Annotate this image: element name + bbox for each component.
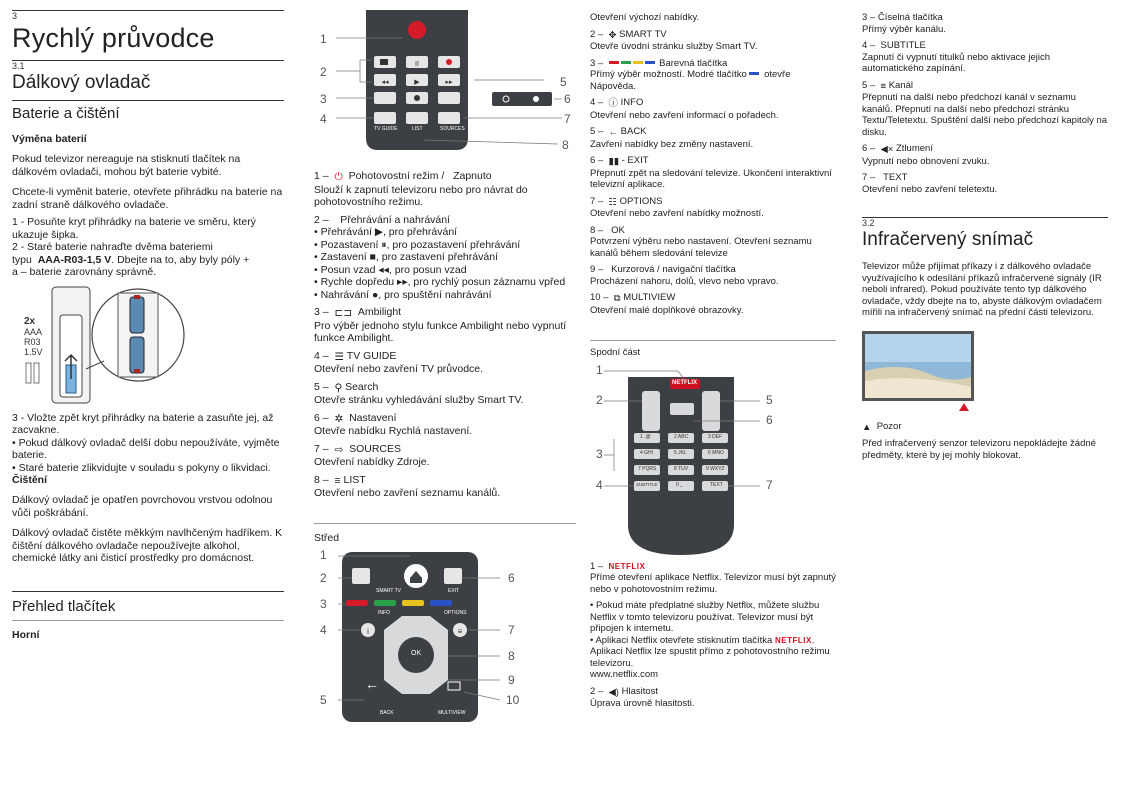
- item-6-desc: Otevře nabídku Rychlá nastavení.: [314, 425, 473, 437]
- top-callout-4: 4: [320, 112, 327, 126]
- key-7-title: 7 – TEXT: [862, 172, 908, 183]
- battery-heading: Výměna baterií: [12, 133, 87, 145]
- svg-text:≡: ≡: [457, 626, 463, 636]
- entry-9-desc: Procházení nahoru, dolů, vlevo nebo vpravo.: [590, 275, 779, 287]
- key-text: TEXT: [710, 481, 723, 488]
- tv-guide-icon: ☰: [334, 350, 344, 363]
- smart-tv-icon: ✥: [608, 29, 617, 41]
- info-icon: ⓘ: [608, 98, 619, 109]
- mid-label-exit: EXIT: [448, 587, 460, 594]
- channel-icon: ≡: [880, 80, 887, 92]
- key-9: 9 WXYZ: [706, 465, 725, 472]
- cleaning-paragraph-1: Dálkový ovladač je opatřen povrchovou vrstvou odolnou vůči poškrábání.: [12, 494, 273, 519]
- bot-callout-4: 4: [596, 477, 603, 492]
- red-key-icon: [609, 61, 619, 64]
- key-6: 6 MNO: [708, 449, 724, 456]
- battery-count: 2x: [24, 315, 36, 327]
- entry-6-desc: Přepnutí zpět na sledování televize. Ukončení interaktivní televizní aplikace.: [590, 167, 832, 190]
- item-2-line-3: • Zastavení ■, pro zastavení přehrávání: [314, 251, 498, 263]
- item-4-title: 4 – ☰ TV GUIDE: [314, 349, 397, 363]
- column-4: [862, 0, 1108, 461]
- key-5-title: 5 – ≡ Kanál: [862, 79, 913, 92]
- netflix-title: 1 – NETFLIX: [590, 560, 646, 572]
- item-7-desc: Otevření nabídky Zdroje.: [314, 456, 430, 468]
- cleaning-paragraph-2: Dálkový ovladač čistěte měkkým navlhčeným hadříkem. K čištění dálkového ovladače nepoužívejte alkohol, chemické látky ani čisticí prostředky pro domácnost.: [12, 527, 283, 564]
- mid-label-options: OPTIONS: [444, 609, 467, 616]
- bottom-rule: [590, 340, 836, 341]
- middle-remote-diagram: [314, 547, 576, 722]
- item-5-title: 5 – ⚲ Search: [314, 380, 379, 394]
- key-2: 2 ABC: [674, 433, 689, 440]
- mid-label-back: BACK: [380, 709, 394, 716]
- blue-key-icon: [645, 61, 655, 64]
- key-8: 8 TUV: [674, 465, 689, 472]
- mid-callout-8: 8: [508, 648, 515, 663]
- battery-paragraph-1: Pokud televizor nereaguje na stisknutí tlačítek na dálkovém ovladači, mohou být baterie vybité.: [12, 153, 241, 178]
- svg-text:i: i: [367, 626, 369, 636]
- item-4-desc: Otevření nebo zavření TV průvodce.: [314, 363, 484, 375]
- top-callout-3: 3: [320, 92, 327, 106]
- warning-desc: Před infračervený senzor televizoru nepokládejte žádné předměty, které by jej mohly blokovat.: [862, 438, 1096, 461]
- top-heading: Horní: [12, 628, 40, 641]
- tv-illustration: [862, 331, 974, 411]
- mid-callout-1: 1: [320, 547, 327, 562]
- yellow-key-icon: [633, 61, 643, 64]
- entry-3-title: 3 – Barevná tlačítka: [590, 57, 728, 69]
- tv-guide-key-label: TV GUIDE: [374, 126, 398, 132]
- key-6-title: 6 – ◀× Ztlumení: [862, 143, 933, 155]
- subsection-title: Baterie a čištění: [12, 105, 120, 122]
- mid-label-ok: OK: [411, 649, 422, 657]
- svg-text:II: II: [415, 61, 419, 68]
- column-1: [12, 0, 284, 641]
- top-callout-5: 5: [560, 75, 567, 89]
- blue-key-inline-icon: [749, 72, 759, 75]
- item-6-title: 6 – ✲ Nastavení: [314, 411, 397, 425]
- battery-illustration: [12, 285, 284, 407]
- key-0: 0 ⎵: [676, 481, 683, 488]
- key-subtitle: SUBTITLE: [636, 481, 658, 487]
- chapter-title: Rychlý průvodce: [12, 23, 215, 53]
- top-callout-2: 2: [320, 65, 327, 79]
- entry-2-desc: Otevře úvodní stránku služby Smart TV.: [590, 41, 758, 52]
- middle-remote-svg: [314, 552, 576, 722]
- gear-icon: ✲: [334, 412, 344, 425]
- key-1: 1 .@: [640, 433, 651, 440]
- subsection-rule: [12, 100, 284, 101]
- overview-title: Přehled tlačítek: [12, 597, 116, 615]
- overview-subrule: [12, 620, 284, 621]
- entry-7-desc: Otevření nebo zavření nabídky možností.: [590, 208, 764, 219]
- battery-voltage: 1.5V: [24, 346, 43, 357]
- bottom-remote-svg: [590, 362, 836, 561]
- list-icon: ≡: [334, 474, 341, 487]
- key-4: 4 GHI: [640, 449, 654, 456]
- top-remote-diagram: [314, 10, 576, 170]
- warning-title: ▲ Pozor: [862, 420, 902, 433]
- netflix-bullet-2: • Aplikaci Netflix otevřete stisknutím tlačítka NETFLIX. Aplikaci Netflix lze spustit přímo z pohotovostního režimu televizoru.: [590, 634, 830, 669]
- item-2-line-4: • Posun vzad ◂◂, pro posun vzad: [314, 263, 467, 276]
- middle-heading: Střed: [314, 531, 340, 544]
- ir-description: Televizor může přijímat příkazy i z dálkového ovladače využívajícího k odesílání příkazů infračervené signály (IR neboli infrared). Pokud používáte tento typ dálkového ovladače, vždy dbejte na to, abyste dálkovým ovladačem mířili na infračervený snímač na přední části televizoru.: [862, 261, 1102, 318]
- mid-callout-4: 4: [320, 622, 327, 637]
- bottom-heading: Spodní část: [590, 347, 641, 358]
- netflix-inline-logo: NETFLIX: [774, 635, 812, 645]
- netflix-bullet-1: • Pokud máte předplatné služby Netflix, můžete službu Netflix v tomto televizoru používat. Televizor musí být připojen k internetu.: [590, 600, 820, 634]
- entry-5-title: 5 – ← BACK: [590, 126, 647, 138]
- top-callout-6: 6: [564, 92, 571, 106]
- top-remote-svg: [314, 10, 576, 160]
- item-7-title: 7 – ⇨ SOURCES: [314, 442, 402, 456]
- mid-callout-7: 7: [508, 622, 515, 637]
- mid-callout-6: 6: [508, 570, 515, 585]
- bottom-remote-diagram: [590, 362, 836, 561]
- list-key-label: LIST: [412, 126, 423, 132]
- entry-4-title: 4 – ⓘ INFO: [590, 97, 644, 109]
- mid-callout-3: 3: [320, 596, 327, 611]
- mid-label-smart-tv: SMART TV: [376, 587, 402, 594]
- item-8-title: 8 – ≡ LIST: [314, 473, 366, 487]
- key-5-desc: Přepnutí na další nebo předchozí kanál v seznamu kanálů. Přepnutí na další nebo předchozí stránku Textu/Teletextu. Spuštění další nebo předchozí kapitoly na disku.: [862, 92, 1108, 138]
- item-5-desc: Otevře stránku vyhledávání služby Smart TV.: [314, 394, 524, 406]
- mid-callout-2: 2: [320, 570, 327, 585]
- bot-callout-5: 5: [766, 392, 773, 407]
- entry-10-desc: Otevření malé doplňkové obrazovky.: [590, 304, 744, 316]
- entry-10-title: 10 – ⧉ MULTIVIEW: [590, 292, 676, 304]
- mid-label-info: INFO: [378, 609, 390, 616]
- ir-section-title: Infračervený snímač: [862, 229, 1034, 250]
- sources-key-label: SOURCES: [440, 126, 465, 132]
- bot-callout-2: 2: [596, 392, 603, 407]
- key-7: 7 PQRS: [638, 465, 657, 472]
- entry-4-desc: Otevření nebo zavření informací o pořadech.: [590, 109, 779, 121]
- svg-text:▸▸: ▸▸: [445, 79, 453, 86]
- ir-section-number: 3.2: [862, 218, 875, 228]
- section-number: 3.1: [12, 61, 25, 71]
- middle-rule: [314, 523, 576, 524]
- top-callout-1: 1: [320, 32, 327, 46]
- power-icon: ⏻: [334, 171, 343, 183]
- warning-icon: ▲: [862, 421, 872, 433]
- tv-sensor-svg: [862, 331, 974, 411]
- top-callout-7: 7: [564, 112, 571, 126]
- netflix-key-label: NETFLIX: [672, 379, 697, 386]
- options-icon: ☷: [608, 196, 618, 208]
- svg-text:◂◂: ◂◂: [381, 79, 389, 86]
- key-5: 5 JKL: [674, 449, 687, 456]
- key-3-title: 3 – Číselná tlačítka: [862, 12, 943, 23]
- item-3-title: 3 – ⊏⊐ Ambilight: [314, 306, 402, 319]
- item-1-desc: Slouží k zapnutí televizoru nebo pro návrat do pohotovostního režimu.: [314, 183, 528, 208]
- mid-callout-10: 10: [506, 692, 520, 707]
- item-2-line-6: • Nahrávání ●, pro spuštění nahrávání: [314, 288, 492, 301]
- bot-callout-7: 7: [766, 477, 773, 492]
- chapter-number: 3: [12, 11, 18, 21]
- netflix-desc: Přímé otevření aplikace Netflix. Televizor musí být zapnutý nebo v pohotovostním režimu.: [590, 572, 836, 595]
- overview-rule: [12, 591, 284, 592]
- battery-step-1: 1 - Posuňte kryt přihrádky na baterie ve směru, který ukazuje šipka.: [12, 216, 256, 241]
- battery-step-3: 3 - Vložte zpět kryt přihrádky na baterie a zasuňte jej, až zacvakne.: [12, 411, 274, 436]
- item-2-line-1: • Přehrávání ▶, pro přehrávání: [314, 226, 458, 238]
- volume-desc: Úprava úrovně hlasitosti.: [590, 698, 695, 709]
- battery-spec-labels: [24, 317, 43, 357]
- section-title: Dálkový ovladač: [12, 72, 151, 93]
- mid-callout-9: 9: [508, 672, 515, 687]
- netflix-url: www.netflix.com: [590, 669, 659, 680]
- key-7-desc: Otevření nebo zavření teletextu.: [862, 183, 998, 195]
- key-4-title: 4 – SUBTITLE: [862, 40, 926, 51]
- back-arrow-icon: ←: [608, 127, 618, 138]
- multiview-icon: ⧉: [613, 293, 621, 304]
- netflix-logo-icon: NETFLIX: [608, 561, 646, 571]
- item-2-line-5: • Rychle dopředu ▸▸, pro rychlý posun záznamu vpřed: [314, 276, 566, 288]
- key-3-desc: Přímý výběr kanálu.: [862, 23, 946, 35]
- entry-8-desc: Potvrzení výběru nebo nastavení. Otevření seznamu kanálů během sledování televize: [590, 236, 812, 259]
- bot-callout-1: 1: [596, 362, 603, 377]
- cleaning-heading: Čištění: [12, 474, 48, 486]
- key-3: 3 DEF: [708, 433, 723, 440]
- volume-icon: ◀): [608, 686, 619, 698]
- sources-icon: ⇨: [334, 443, 344, 456]
- green-key-icon: [621, 61, 631, 64]
- battery-step-2b: typu AAA-R03-1,5 V. Dbejte na to, aby byly póly +: [12, 253, 250, 266]
- svg-text:←: ←: [365, 675, 379, 692]
- battery-bullet-2: • Staré baterie zlikvidujte v souladu s pokyny o likvidaci.: [12, 461, 271, 474]
- bot-callout-6: 6: [766, 412, 773, 427]
- home-desc: Otevření výchozí nabídky.: [590, 12, 700, 23]
- mid-label-multiview: MULTIVIEW: [438, 709, 466, 716]
- bot-callout-3: 3: [596, 446, 603, 461]
- mute-icon: ◀×: [880, 144, 894, 155]
- entry-2-title: 2 – ✥ SMART TV: [590, 28, 667, 41]
- item-3-desc: Pro výběr jednoho stylu funkce Ambilight nebo vypnutí funkce Ambilight.: [314, 319, 567, 344]
- battery-paragraph-2: Chcete-li vyměnit baterie, otevřete přihrádku na baterie na zadní straně dálkového ovladače.: [12, 186, 283, 211]
- entry-7-title: 7 – ☷ OPTIONS: [590, 195, 663, 208]
- battery-type: AAA: [24, 326, 43, 337]
- battery-step-2c: a – baterie zarovnány správně.: [12, 266, 157, 278]
- top-callout-8: 8: [562, 138, 569, 152]
- ambilight-icon: ⊏⊐: [334, 307, 353, 319]
- entry-5-desc: Zavření nabídky bez změny nastavení.: [590, 138, 754, 150]
- key-4-desc: Zapnutí či vypnutí titulků nebo aktivace jejich automatického zapínání.: [862, 51, 1050, 74]
- key-6-desc: Vypnutí nebo obnovení zvuku.: [862, 155, 990, 167]
- entry-9-title: 9 – Kurzorová / navigační tlačítka: [590, 264, 736, 275]
- volume-title: 2 – ◀) Hlasitost: [590, 685, 659, 698]
- search-icon: ⚲: [334, 381, 343, 394]
- item-1-title: 1 – ⏻ Pohotovostní režim / Zapnuto: [314, 170, 492, 183]
- column-3: [590, 0, 836, 710]
- entry-8-title: 8 – OK: [590, 224, 625, 236]
- battery-bullet-1: • Pokud dálkový ovladač delší dobu nepoužíváte, vyjměte baterie.: [12, 436, 280, 461]
- item-8-desc: Otevření nebo zavření seznamu kanálů.: [314, 487, 501, 499]
- entry-6-title: 6 – ▮▮ - EXIT: [590, 155, 649, 167]
- item-2-title: 2 – Přehrávání a nahrávání: [314, 213, 451, 226]
- item-2-line-2: • Pozastavení ⏸, pro pozastavení přehrávání: [314, 238, 521, 251]
- mid-callout-5: 5: [320, 692, 327, 707]
- entry-3-desc: Přímý výběr možností. Modré tlačítko otevře Nápověda.: [590, 69, 791, 92]
- svg-text:▶: ▶: [414, 79, 420, 86]
- battery-step-2a: 2 - Staré baterie nahraďte dvěma bateriemi: [12, 241, 213, 253]
- exit-icon: ▮▮: [608, 156, 619, 167]
- battery-code: R03: [24, 336, 41, 347]
- column-2: [314, 0, 576, 722]
